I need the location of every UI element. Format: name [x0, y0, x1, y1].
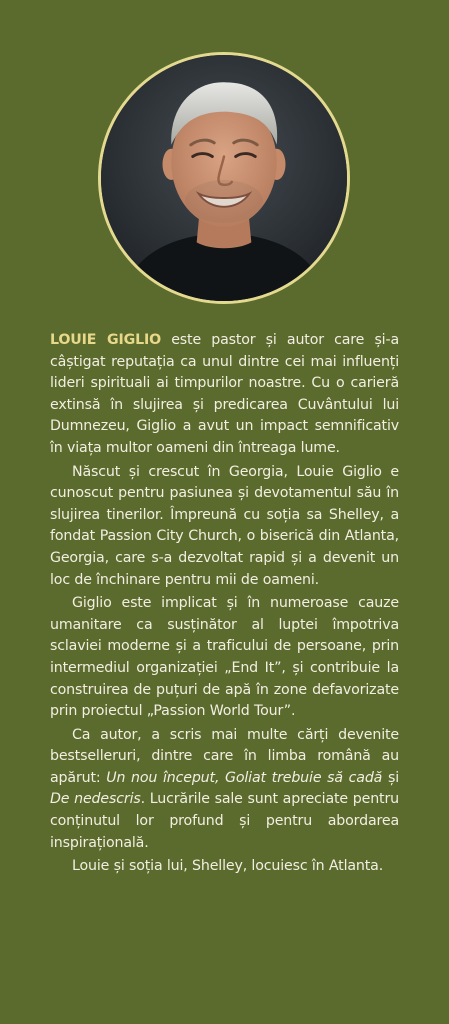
book-titles: Un nou început, Goliat trebuie să cadă — [106, 769, 383, 786]
bio-paragraph-5: Louie și soția lui, Shelley, locuiesc în Atlanta. — [72, 858, 384, 875]
bio-paragraph-1 — [50, 330, 399, 460]
bio-paragraph-3: Giglio este implicat și în numeroase cauze umanitare ca susținător al luptei împotriva sclaviei moderne și a traficului de persoane, prin intermediul organizației „End It”, și contribuie la construirea de puțuri de apă în zone defavorizate prin proiectul „Passion World Tour”. — [50, 595, 399, 720]
bio-paragraph-4 — [50, 725, 399, 855]
bio-paragraph-1-text: este pastor și autor care și-a câștigat reputația ca unul dintre cei mai influenți lideri spirituali ai timpurilor noastre. Cu o carieră extinsă în slujirea și predicarea Cuvântului lui Dumnezeu, Giglio a avut un impact semnificativ în viața multor oameni din întreaga lume. — [50, 332, 399, 456]
bio-paragraph-2: Născut și crescut în Georgia, Louie Giglio e cunoscut pentru pasiunea și devotamentul său în slujirea tinerilor. Împreună cu soția sa Shelley, a fondat Passion City Church, o biserică din Atlanta, Georgia, care s-a dezvoltat rapid și a devenit un loc de închinare pentru mii de oameni. — [50, 463, 399, 588]
author-photo — [101, 55, 347, 301]
author-portrait — [98, 52, 350, 304]
author-name: LOUIE GIGLIO — [50, 332, 162, 348]
author-bio — [50, 330, 399, 880]
bio-paragraph-4-and: și — [382, 769, 399, 786]
bio-paragraph-4-end: . Lucrările sale sunt apreciate pentru conținutul lor profund și pentru abordarea inspirațională. — [50, 791, 399, 851]
bio-paragraph-4-start: Ca autor, a scris mai multe cărți devenite bestselleruri, dintre care în limba română au apărut: — [50, 726, 399, 786]
book-title-last: De nedescris — [50, 791, 141, 808]
